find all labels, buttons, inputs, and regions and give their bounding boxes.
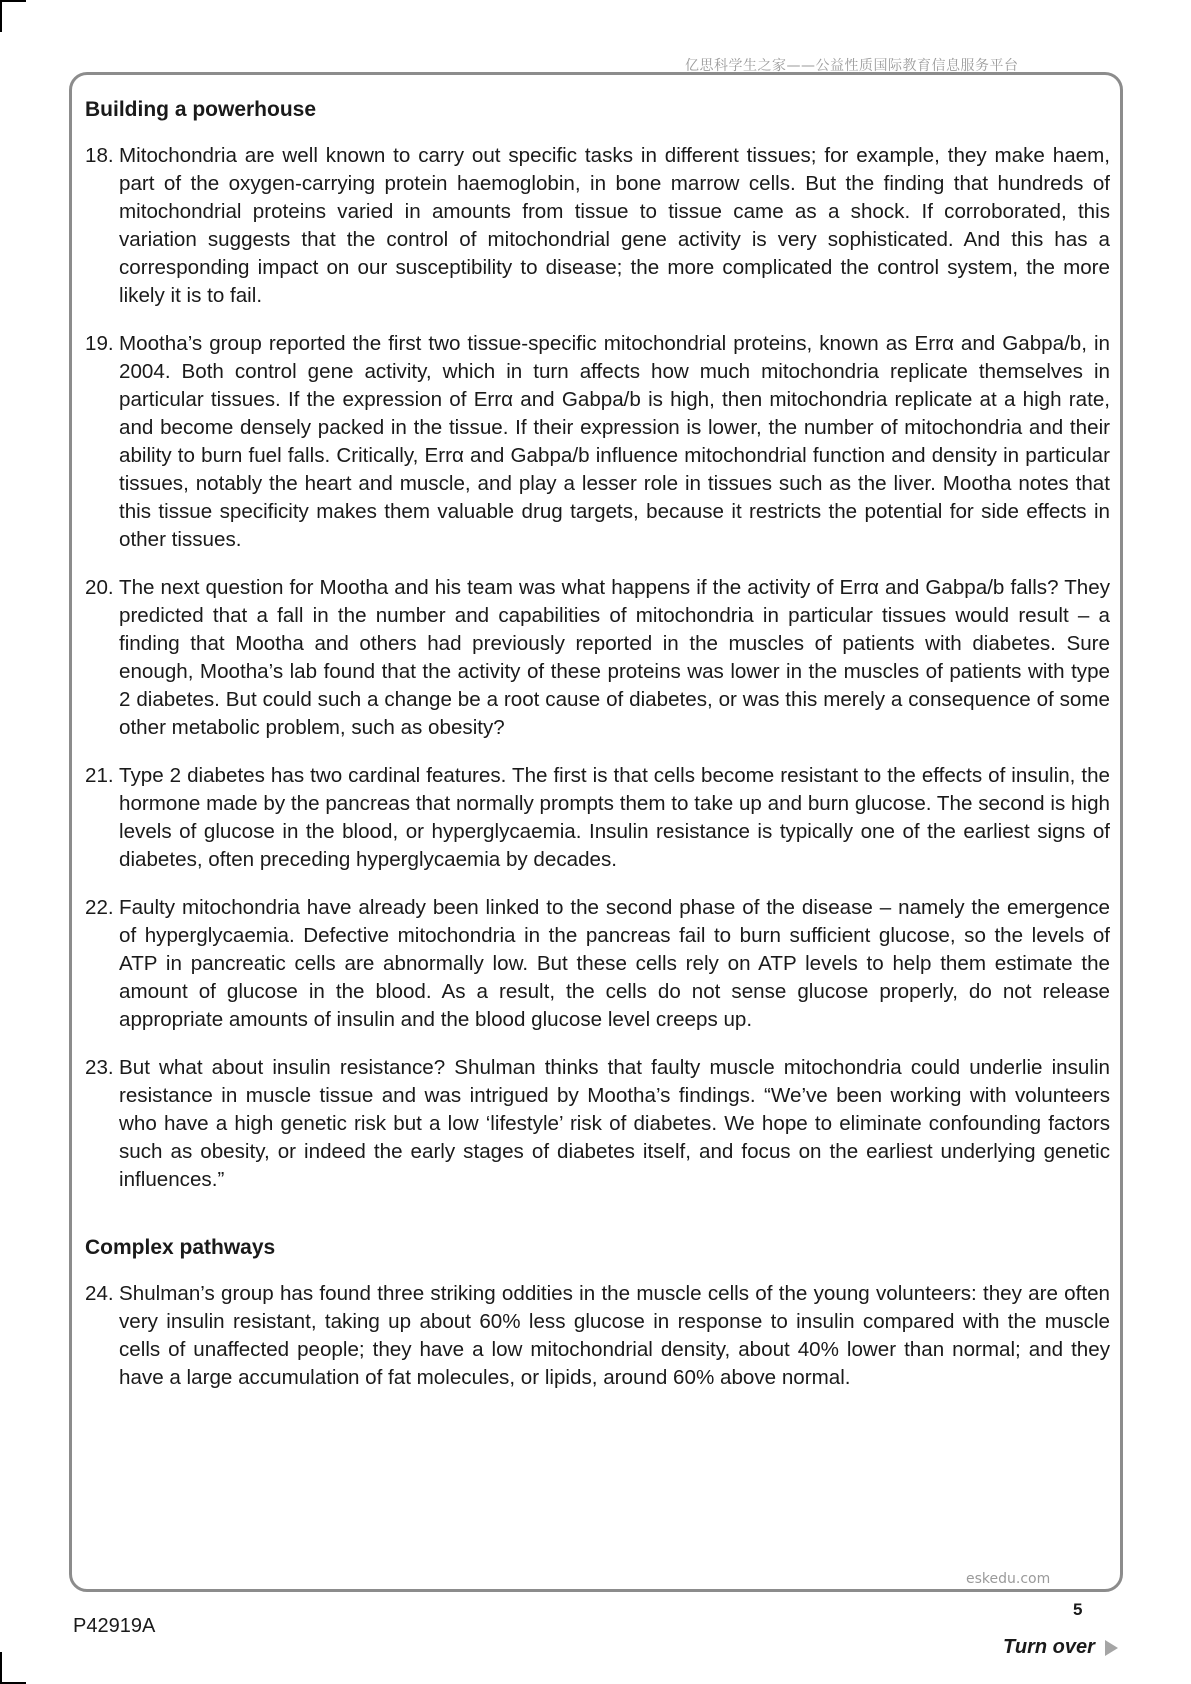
numbered-paragraph xyxy=(85,762,1110,874)
paragraph-text: Type 2 diabetes has two cardinal features. The first is that cells become resistant to the effects of insulin, the hormone made by the pancreas that normally prompts them to take up and burn glucose. The second is high levels of glucose in the blood, or hyperglycaemia. Insulin resistance is typically one of the earliest signs of diabetes, often preceding hyperglycaemia by decades. xyxy=(119,764,1110,871)
numbered-paragraph xyxy=(85,330,1110,554)
paragraph-text: Faulty mitochondria have already been linked to the second phase of the disease – namely the emergence of hyperglycaemia. Defective mitochondria in the pancreas fail to burn sufficient glucose, so the levels of ATP in pancreatic cells are abnormally low. But these cells rely on ATP levels to help them estimate the amount of glucose in the blood. As a result, the cells do not sense glucose properly, do not release appropriate amounts of insulin and the blood glucose level creeps up. xyxy=(119,896,1110,1031)
paragraph-number: 19. xyxy=(85,332,114,355)
paragraph-number: 24. xyxy=(85,1282,114,1305)
paragraph-number: 23. xyxy=(85,1056,114,1079)
paragraph-text: But what about insulin resistance? Shulman thinks that faulty muscle mitochondria could underlie insulin resistance in muscle tissue and was intrigued by Mootha’s findings. “We’ve been working with volunteers who have a high genetic risk but a low ‘lifestyle’ risk of diabetes. We hope to eliminate confounding factors such as obesity, or indeed the early stages of diabetes itself, and focus on the earliest underlying genetic influences.” xyxy=(119,1056,1110,1191)
page-number: 5 xyxy=(1073,1600,1083,1619)
numbered-paragraph xyxy=(85,894,1110,1034)
document-body xyxy=(85,98,1110,1412)
crop-mark-bottom-left-vertical xyxy=(0,1652,2,1684)
turn-over-text: Turn over xyxy=(1003,1636,1095,1658)
numbered-paragraph xyxy=(85,142,1110,310)
numbered-paragraph xyxy=(85,1054,1110,1194)
paper-code: P42919A xyxy=(73,1615,156,1637)
section-heading: Building a powerhouse xyxy=(85,98,317,121)
numbered-paragraph xyxy=(85,1280,1110,1392)
crop-mark-top-left-vertical xyxy=(0,0,2,32)
paragraph-text: The next question for Mootha and his team was what happens if the activity of Errα and Gabpa/b falls? They predicted that a fall in the number and capabilities of mitochondria in particular tissues would result – a finding that Mootha and others had previously reported in the muscles of patients with diabetes. Sure enough, Mootha’s lab found that the activity of these proteins was lower in the muscles of patients with type 2 diabetes. But could such a change be a root cause of diabetes, or was this merely a consequence of some other metabolic problem, such as obesity? xyxy=(119,576,1110,739)
numbered-paragraph xyxy=(85,574,1110,742)
paragraph-text: Mitochondria are well known to carry out specific tasks in different tissues; for example, they make haem, part of the oxygen-carrying protein haemoglobin, in bone marrow cells. But the finding that hundreds of mitochondrial proteins varied in amounts from tissue to tissue came as a shock. If corroborated, this variation suggests that the control of mitochondrial gene activity is very sophisticated. And this has a corresponding impact on our susceptibility to disease; the more complicated the control system, the more likely it is to fail. xyxy=(119,144,1110,307)
footer-watermark: eskedu.com xyxy=(966,1571,1051,1587)
paragraph-number: 18. xyxy=(85,144,114,167)
paragraph-number: 21. xyxy=(85,764,114,787)
turn-over-label xyxy=(1003,1636,1118,1659)
header-watermark: 亿思科学生之家——公益性质国际教育信息服务平台 xyxy=(685,58,1019,74)
paragraph-text: Mootha’s group reported the first two tissue-specific mitochondrial proteins, known as Errα and Gabpa/b, in 2004. Both control gene activity, which in turn affects how much mitochondria replicate themselves in particular tissues. If the expression of Errα and Gabpa/b is high, then mitochondria replicate at a high rate, and become densely packed in the tissue. If their expression is lower, the number of mitochondria and their ability to burn fuel falls. Critically, Errα and Gabpa/b influence mitochondrial function and density in particular tissues, notably the heart and muscle, and play a lesser role in tissues such as the liver. Mootha notes that this tissue specificity makes them valuable drug targets, because it restricts the potential for side effects in other tissues. xyxy=(119,332,1110,551)
paragraph-text: Shulman’s group has found three striking oddities in the muscle cells of the young volunteers: they are often very insulin resistant, taking up about 60% less glucose in response to insulin compared with the muscle cells of unaffected people; they have a low mitochondrial density, about 40% lower than normal; and they have a large accumulation of fat molecules, or lipids, around 60% above normal. xyxy=(119,1282,1110,1389)
crop-mark-top-left-horizontal xyxy=(0,0,26,2)
paragraph-number: 20. xyxy=(85,576,114,599)
paragraph-number: 22. xyxy=(85,896,114,919)
arrow-right-icon xyxy=(1105,1640,1118,1656)
section-heading: Complex pathways xyxy=(85,1236,276,1259)
